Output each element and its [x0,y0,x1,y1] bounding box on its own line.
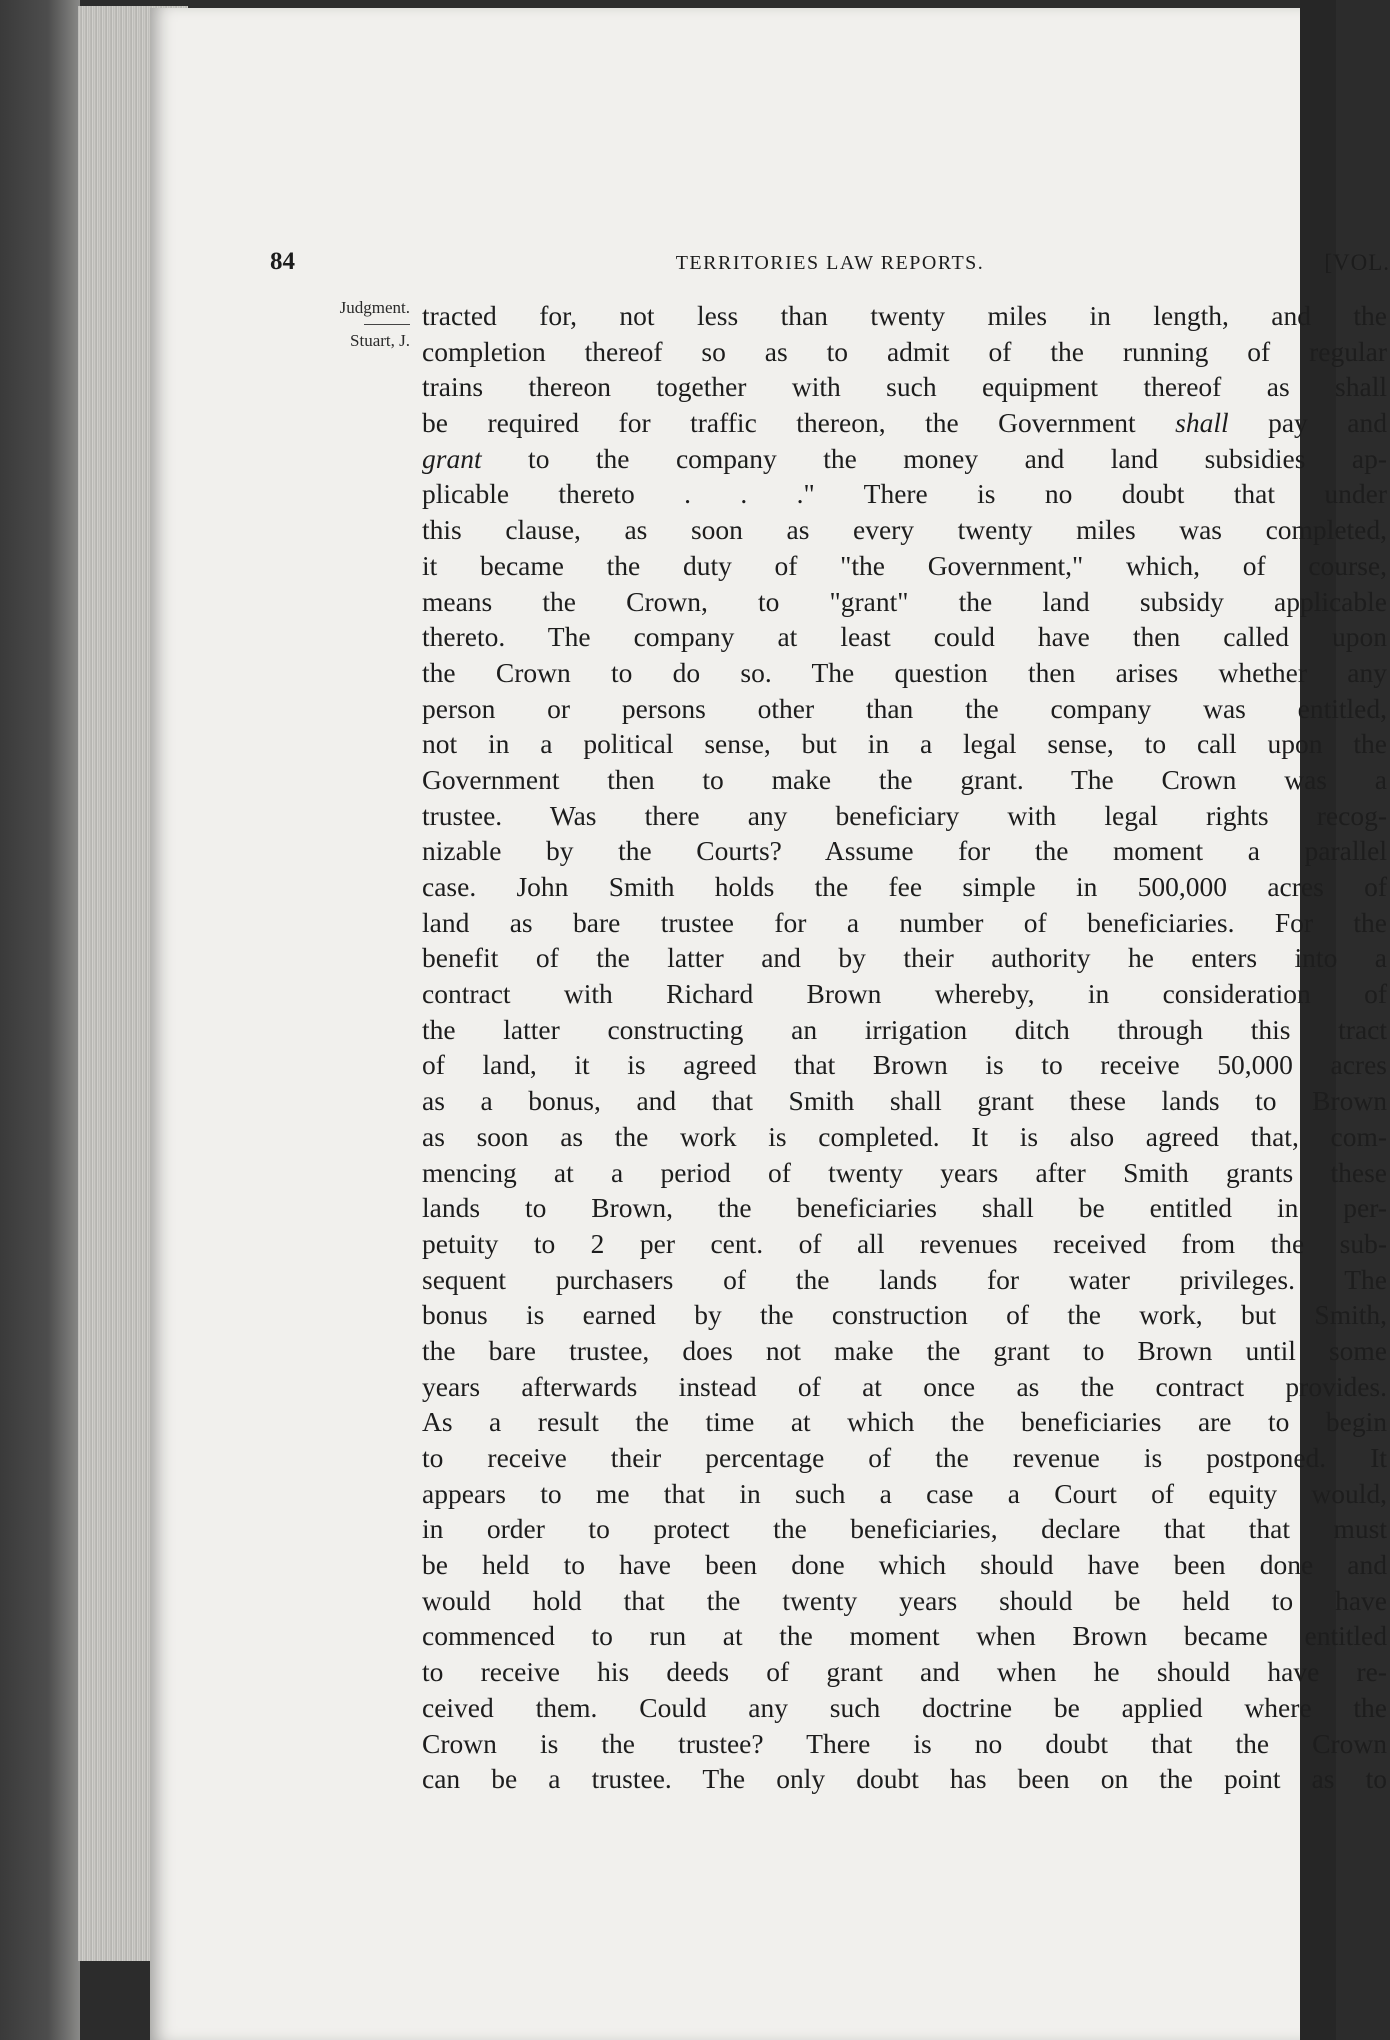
text-line: not in a political sense, but in a legal sense, to call upon the [422,728,1387,760]
text-line: petuity to 2 per cent. of all revenues received from the sub- [422,1227,1387,1259]
margin-note [290,296,410,353]
text-line: land as bare trustee for a number of beneficiaries. For the [422,906,1387,938]
italic-term: shall [1175,407,1229,439]
text-line: contract with Richard Brown whereby, in consideration of [422,978,1387,1010]
text-line: the Crown to do so. The question then arises whether any [422,656,1387,688]
italic-term: grant [422,442,482,474]
book-page [150,8,1390,2040]
text-line: means the Crown, to "grant" the land subsidy applicable [422,585,1387,617]
text-line: Government then to make the grant. The Crown was a [422,763,1387,795]
text-line: benefit of the latter and by their authority he enters into a [422,942,1387,974]
text-line: Crown is the trustee? There is no doubt that the Crown [422,1727,1387,1759]
text-line: plicable thereto . . ." There is no doubt that under [422,478,1387,510]
text-line: as soon as the work is completed. It is also agreed that, com- [422,1120,1387,1152]
text-line: case. John Smith holds the fee simple in 500,000 acres of [422,871,1387,902]
text-line: grant to the company the money and land subsidies ap- [422,442,1387,474]
text-line: can be a trustee. The only doubt has been on the point as to [422,1763,1387,1795]
text-line: ceived them. Could any such doctrine be applied where the [422,1691,1387,1723]
text-line: trains thereon together with such equipment thereof as shall [422,371,1387,403]
text-line: to receive his deeds of grant and when he should have re- [422,1656,1387,1688]
volume-label: [VOL. [1324,250,1390,275]
text-line: would hold that the twenty years should be held to have [422,1584,1387,1616]
text-line: As a result the time at which the beneficiaries are to begin [422,1406,1387,1438]
text-line: commenced to run at the moment when Brown became entitled [422,1620,1387,1652]
text-line: trustee. Was there any beneficiary with legal rights recog- [422,799,1387,831]
text-line: lands to Brown, the beneficiaries shall be entitled in per- [422,1192,1387,1224]
text-line: mencing at a period of twenty years after Smith grants these [422,1156,1387,1188]
margin-note-label: Judgment. [339,298,410,317]
text-line: be required for traffic thereon, the Government shall pay and [422,407,1387,439]
text-line: of land, it is agreed that Brown is to receive 50,000 acres [422,1049,1387,1081]
text-line: this clause, as soon as every twenty miles was completed, [422,514,1387,546]
text-line: bonus is earned by the construction of the work, but Smith, [422,1299,1387,1331]
text-line: as a bonus, and that Smith shall grant these lands to Brown [422,1085,1387,1117]
text-line: nizable by the Courts? Assume for the moment a parallel [422,835,1387,867]
text-line: appears to me that in such a case a Court of equity would, [422,1477,1387,1509]
page-header [270,248,1390,288]
body-text [422,298,1387,1797]
text-line: to receive their percentage of the revenue is postponed. It [422,1442,1387,1473]
text-line: in order to protect the beneficiaries, declare that that must [422,1513,1387,1545]
text-line: thereto. The company at least could have then called upon [422,621,1387,653]
page-number: 84 [270,248,295,275]
text-line: completion thereof so as to admit of the running of regular [422,335,1387,367]
text-line: tracted for, not less than twenty miles in length, and the [422,300,1387,331]
text-line: be held to have been done which should have been done and [422,1549,1387,1581]
book-spine-shadow [0,0,80,2040]
text-line: person or persons other than the company was entitled, [422,692,1387,724]
text-line: the latter constructing an irrigation ditch through this tract [422,1013,1387,1045]
text-line: sequent purchasers of the lands for water privileges. The [422,1263,1387,1295]
margin-note-rule [364,324,410,325]
margin-note-judge: Stuart, J. [350,331,410,350]
text-line: the bare trustee, does not make the grant to Brown until some [422,1334,1387,1366]
text-line: it became the duty of "the Government," which, of course, [422,549,1387,581]
text-line: years afterwards instead of at once as the contract provides. [422,1370,1387,1402]
running-title: TERRITORIES LAW REPORTS. [675,252,985,274]
